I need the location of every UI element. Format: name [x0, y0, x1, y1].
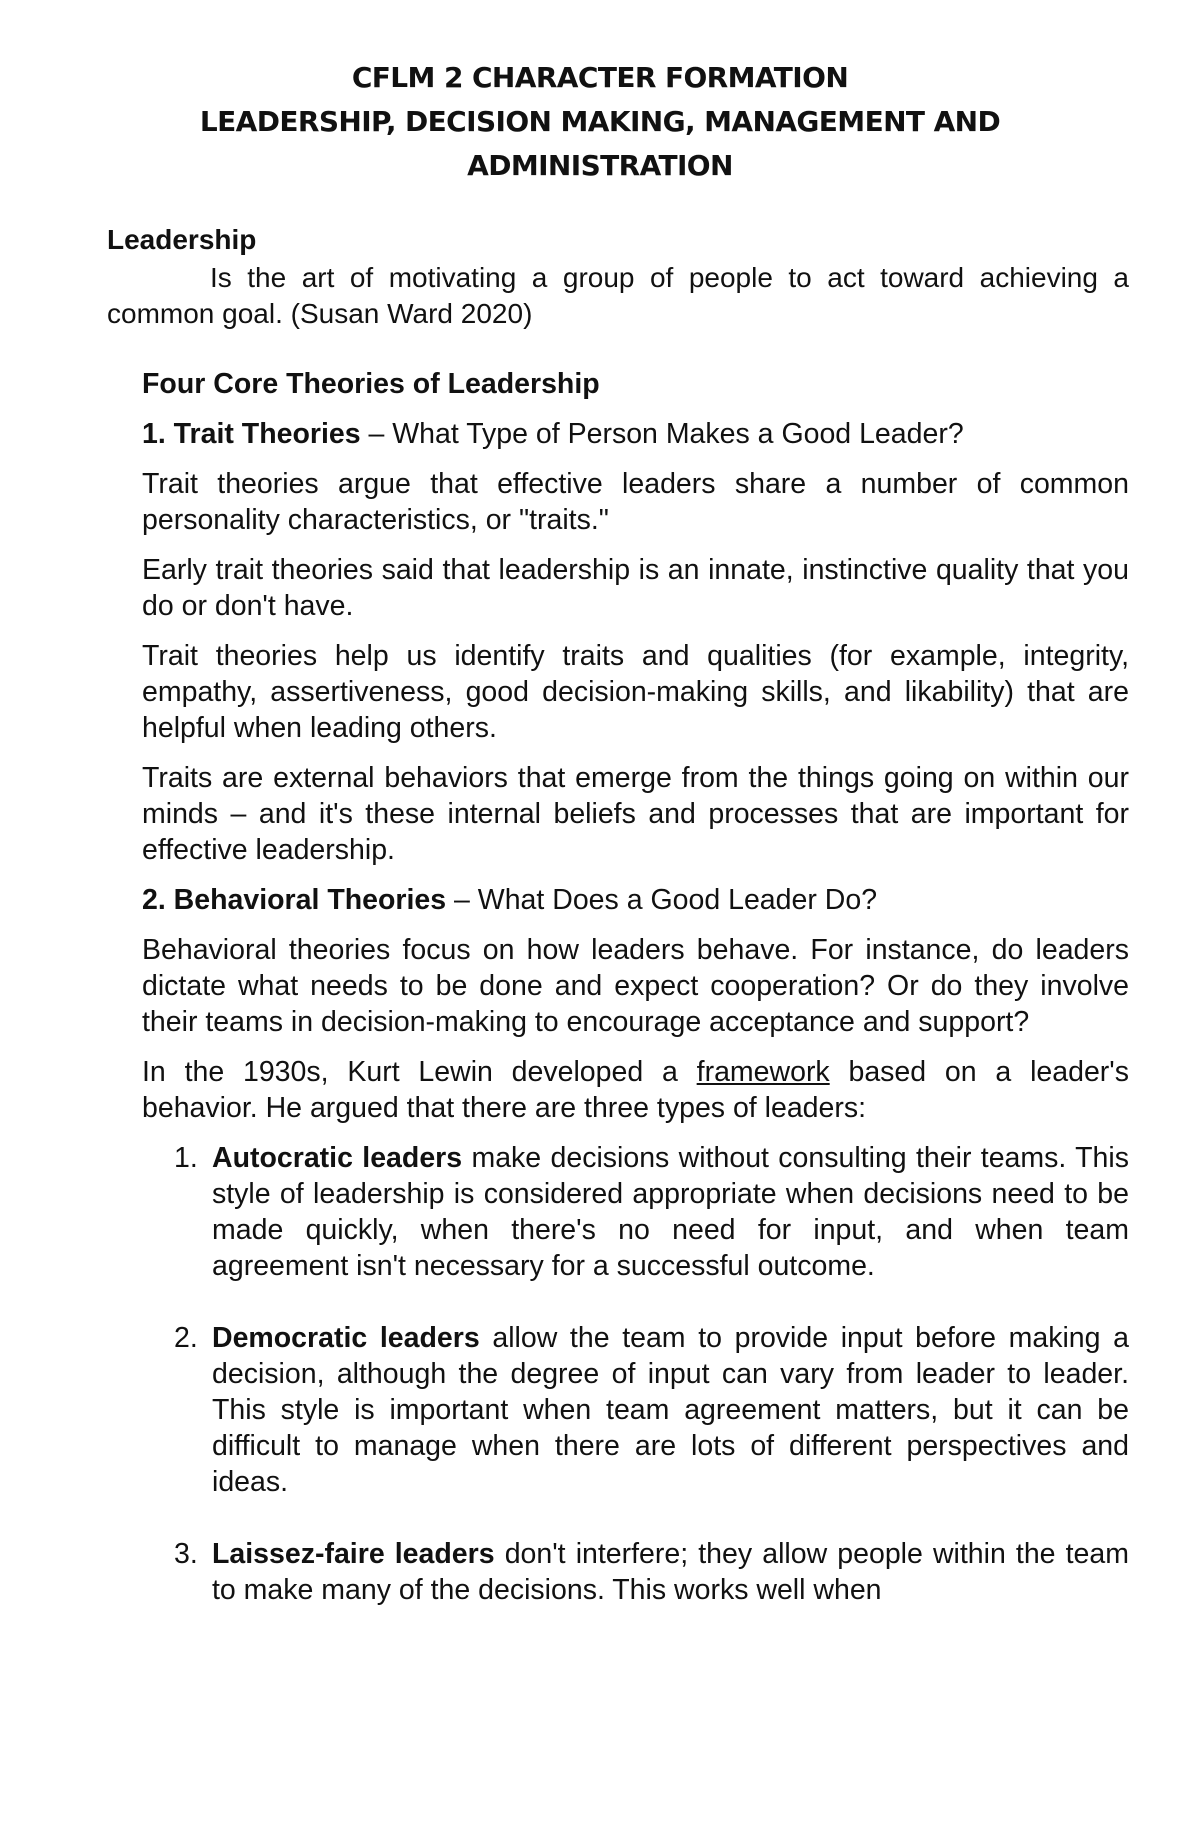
- behavioral-theories-question: – What Does a Good Leader Do?: [446, 884, 878, 916]
- title-line-1: CFLM 2 CHARACTER FORMATION: [351, 61, 849, 94]
- list-item-laissez-faire: [142, 1536, 1129, 1608]
- trait-theories-heading: [142, 416, 1129, 452]
- leadership-definition: Is the art of motivating a group of people to act toward achieving a common goal. (Susan Ward 2020): [107, 262, 1129, 329]
- trait-paragraph: Traits are external behaviors that emerge from the things going on within our minds – and it's these internal beliefs and processes that are important for effective leadership.: [142, 762, 1129, 866]
- lewin-text-after: based on a leader's behavior. He argued that there are three types of leaders:: [142, 1056, 1129, 1124]
- trait-theories-question: – What Type of Person Makes a Good Leader?: [360, 418, 964, 450]
- list-item-autocratic: [142, 1140, 1129, 1284]
- core-theories-heading: Four Core Theories of Leadership: [142, 368, 600, 400]
- trait-paragraph: Trait theories argue that effective leaders share a number of common personality characteristics, or "traits.": [142, 468, 1129, 536]
- list-item-democratic: [142, 1320, 1129, 1500]
- leader-types-list: [142, 1140, 1129, 1608]
- leader-type-text: allow the team to provide input before making a decision, although the degree of input can vary from leader to leader. This style is important when team agreement matters, but it can be difficult to manage when there are lots of different perspectives and ideas.: [212, 1322, 1129, 1498]
- list-number: 3.: [174, 1538, 198, 1570]
- leader-type-name: Democratic leaders: [212, 1322, 480, 1354]
- framework-link[interactable]: framework: [696, 1056, 830, 1088]
- lewin-text-before: In the 1930s, Kurt Lewin developed a: [142, 1056, 697, 1088]
- theories-section: [142, 366, 1129, 1644]
- behavioral-theories-heading: [142, 882, 1129, 918]
- title-line-3: ADMINISTRATION: [467, 149, 733, 182]
- lewin-paragraph: [142, 1054, 1129, 1126]
- title-line-2: LEADERSHIP, DECISION MAKING, MANAGEMENT AND: [199, 105, 1001, 138]
- list-number: 1.: [174, 1142, 198, 1174]
- trait-paragraph: Early trait theories said that leadership is an innate, instinctive quality that you do or don't have.: [142, 554, 1129, 622]
- leader-type-name: Laissez-faire leaders: [212, 1538, 495, 1570]
- behavioral-paragraph: Behavioral theories focus on how leaders behave. For instance, do leaders dictate what needs to be done and expect cooperation? Or do they involve their teams in decision-making to encourage acceptance and support?: [142, 934, 1129, 1038]
- document-title: [100, 56, 1100, 188]
- trait-paragraph: Trait theories help us identify traits and qualities (for example, integrity, empathy, assertiveness, good decision-making skills, and likability) that are helpful when leading others.: [142, 640, 1129, 744]
- leadership-heading: Leadership: [107, 224, 257, 255]
- leader-type-text: make decisions without consulting their teams. This style of leadership is considered appropriate when decisions need to be made quickly, when there's no need for input, and when team agreement isn't necessary for a successful outcome.: [212, 1142, 1129, 1282]
- list-number: 2.: [174, 1322, 198, 1354]
- leader-type-name: Autocratic leaders: [212, 1142, 463, 1174]
- trait-theories-name: 1. Trait Theories: [142, 418, 361, 450]
- leader-type-text: don't interfere; they allow people within the team to make many of the decisions. This works well when: [212, 1538, 1129, 1606]
- behavioral-theories-name: 2. Behavioral Theories: [142, 884, 447, 916]
